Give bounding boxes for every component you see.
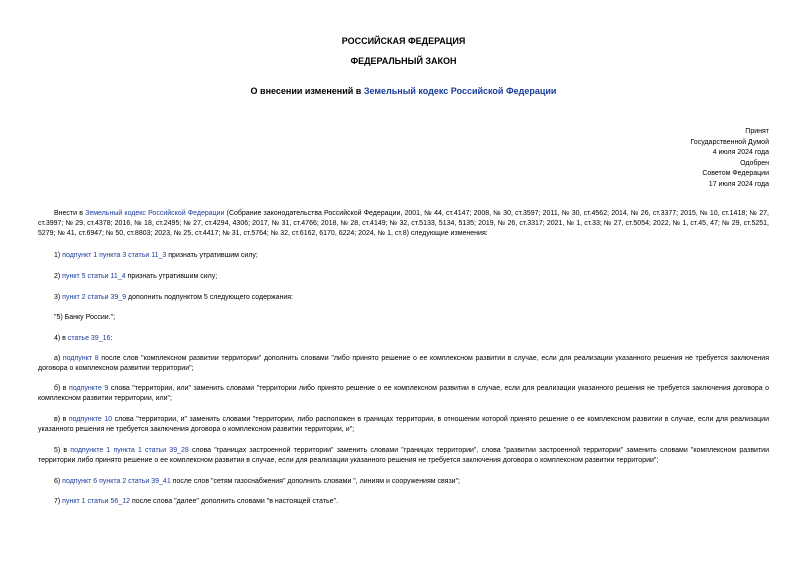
law-title <box>0 86 807 96</box>
list-item <box>38 354 769 374</box>
item-text: : <box>110 335 113 342</box>
item-link[interactable]: подпункте 9 <box>68 385 109 392</box>
intro-prefix: Внести в <box>54 210 86 217</box>
item-text: слова "территории, или" заменить словами "территории либо принято решение о ее комплексном развитии в случае, если для реализации указанного решения не требуется заключения договора о комплексном развитии территории, или"; <box>38 385 769 402</box>
item-text: слова "границах застроенной территории" заменить словами "границах территории", слова "развитии застроенной территории" заменить словами "комплексном развитии территории либо принято решение о ее комплексном развитии в случае, если для реализации указанного решения не требуется заключения договора о комплексном развитии территории"; <box>38 447 769 464</box>
intro-paragraph <box>38 209 769 239</box>
item-prefix: "5) Банку России."; <box>54 314 116 321</box>
item-link[interactable]: пункт 5 статьи 11_4 <box>62 273 126 280</box>
adoption-line: Одобрен <box>740 159 769 167</box>
item-prefix: 3) <box>54 294 63 301</box>
adoption-line: Государственной Думой <box>690 138 769 146</box>
item-text: после слова "далее" дополнить словами "в настоящей статье". <box>130 498 338 505</box>
item-prefix: б) в <box>54 385 69 392</box>
land-code-link[interactable]: Земельный кодекс Российской Федерации <box>85 210 225 217</box>
item-prefix: 7) <box>54 498 63 505</box>
land-code-link[interactable]: Земельный кодекс Российской Федерации <box>363 86 557 96</box>
title-prefix: О внесении изменений в <box>250 86 364 96</box>
item-link[interactable]: подпункте 1 пункта 1 статьи 39_28 <box>70 447 189 454</box>
adoption-line: Советом Федерации <box>702 170 769 177</box>
adoption-line: 17 июля 2024 года <box>708 180 769 188</box>
item-prefix: 5) в <box>54 447 71 454</box>
list-item <box>38 272 769 282</box>
item-link[interactable]: пункт 1 статьи 56_12 <box>62 498 130 505</box>
intro-text: (Собрание законодательства Российской Федерации, 2001, № 44, ст.4147; 2008, № 30, ст.3597; 2011, № 30, ст.4562; 2014, № 26, ст.3377; 2015, № 10, ст.1418; № 27, ст.3997; № 29, ст.4378; 2016, № 18, ст.2495; № 27, ст.4294, 4306; 2017, № 31, ст.4766; 2018, № 28, ст.4149; № 32, ст.5133, 5134, 5135; 2019, № 26, ст.3317; 2021, № 1, ст.33; № 27, ст.5054; 2022, № 1, ст.45, 47; № 29, ст.5251, 5279; № 41, ст.6947; № 50, ст.8803; 2023, № 25, ст.4417; № 31, ст.5764; № 32, ст.6162, 6170, 6224; 2024, № 1, ст.8) следующие изменения: <box>38 210 769 237</box>
item-text: после слов "сетям газоснабжения" дополнить словами ", линиям и сооружениям связи"; <box>170 478 460 485</box>
country-heading: РОССИЙСКАЯ ФЕДЕРАЦИЯ <box>341 36 466 46</box>
item-link[interactable]: подпункт 1 пункта 3 статьи 11_3 <box>62 252 167 259</box>
list-item <box>38 251 769 261</box>
item-text: слова "территории, и" заменить словами "территории, либо расположен в границах территории, в отношении которой принято решение о ее комплексном развитии в случае, если для реализации указанного решения не требуется заключения договора о комплексном развитии территории, и"; <box>38 416 769 433</box>
item-prefix: 6) <box>54 478 63 485</box>
list-item <box>38 446 769 466</box>
item-link[interactable]: статье 39_16 <box>67 335 111 342</box>
item-prefix: а) <box>54 355 63 362</box>
item-text: признать утратившим силу; <box>125 273 218 280</box>
item-link[interactable]: подпункт 6 пункта 2 статьи 39_41 <box>62 478 171 485</box>
item-text: признать утратившим силу; <box>166 252 258 259</box>
list-item <box>38 334 769 344</box>
item-prefix: в) в <box>54 416 69 423</box>
item-text: дополнить подпунктом 5 следующего содержания: <box>126 294 293 301</box>
item-prefix: 2) <box>54 273 63 280</box>
doc-type-heading: ФЕДЕРАЛЬНЫЙ ЗАКОН <box>350 56 457 66</box>
item-text: после слов "комплексном развитии территории" дополнить словами "либо принято решение о ее комплексном развитии в случае, если для реализации указанного решения не требуется заключения договора о комплексном развитии территории"; <box>38 355 769 372</box>
adoption-line: Принят <box>745 128 769 135</box>
list-item <box>38 313 769 323</box>
adoption-block <box>690 127 769 190</box>
list-item <box>38 497 769 507</box>
item-link[interactable]: подпункте 10 <box>68 416 113 423</box>
list-item <box>38 477 769 487</box>
adoption-line: 4 июля 2024 года <box>712 149 769 156</box>
list-item <box>38 415 769 435</box>
item-prefix: 1) <box>54 252 63 259</box>
item-prefix: 4) в <box>54 335 68 342</box>
list-item <box>38 384 769 404</box>
list-item <box>38 293 769 303</box>
item-link[interactable]: пункт 2 статьи 39_9 <box>62 294 127 301</box>
item-link[interactable]: подпункт 8 <box>62 355 99 362</box>
